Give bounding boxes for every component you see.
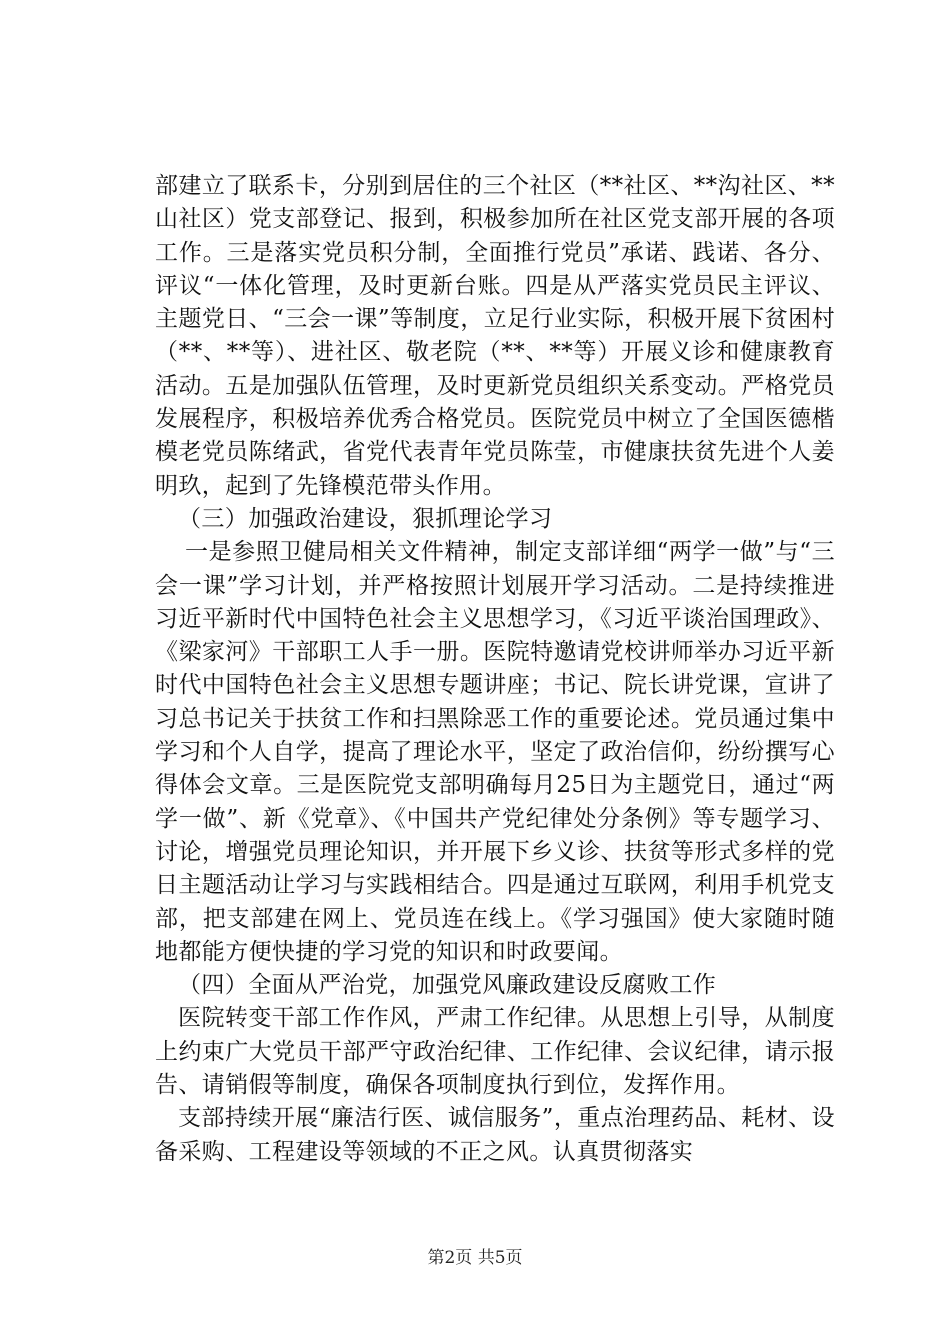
paragraph-work-style: 医院转变干部工作作风，严肃工作纪律。从思想上引导，从制度上约束广大党员干部严守政治纪律、工作纪律、会议纪律，请示报告、请销假等制度，确保各项制度执行到位，发挥作用。 <box>155 1005 835 1099</box>
paragraph-clean-practice: 支部持续开展“廉洁行医、诚信服务”，重点治理药品、耗材、设备采购、工程建设等领域的不正之风。认真贯彻落实 <box>155 1105 835 1165</box>
section-heading-3: （三）加强政治建设，狠抓理论学习 <box>178 505 553 532</box>
paragraph-theory-study: 一是参照卫健局相关文件精神，制定支部详细“两学一做”与“三会一课”学习计划，并严格按照计划展开学习活动。二是持续推进习近平新时代中国特色社会主义思想学习，《习近平谈治国理政》、《梁家河》干部职工人手一册。医院特邀请党校讲师举办习近平新时代中国特色社会主义思想专题讲座；书记、院长讲党课，宣讲了习总书记关于扶贫工作和扫黑除恶工作的重要论述。党员通过集中学习和个人自学，提高了理论水平，坚定了政治信仰，纷纷撰写心得体会文章。三是医院党支部明确每月25日为主题党日，通过“两学一做”、新《党章》、《中国共产党纪律处分条例》等专题学习、讨论，增强党员理论知识，并开展下乡义诊、扶贫等形式多样的党日主题活动让学习与实践相结合。四是通过互联网，利用手机党支部，把支部建在网上、党员连在线上。《学习强国》使大家随时随地都能方便快捷的学习党的知识和时政要闻。 <box>155 539 835 965</box>
paragraph-continuation: 部建立了联系卡，分别到居住的三个社区（**社区、**沟社区、**山社区）党支部登记、报到，积极参加所在社区党支部开展的各项工作。三是落实党员积分制，全面推行党员”承诺、践诺、各分、评议“一体化管理，及时更新台账。四是从严落实党员民主评议、主题党日、“三会一课”等制度，立足行业实际，积极开展下贫困村（**、**等）、进社区、敬老院（**、**等）开展义诊和健康教育活动。五是加强队伍管理，及时更新党员组织关系变动。严格党员发展程序，积极培养优秀合格党员。医院党员中树立了全国医德楷模老党员陈绪武，省党代表青年党员陈莹，市健康扶贫先进个人姜明玖，起到了先锋模范带头作用。 <box>155 173 835 499</box>
document-body <box>155 170 835 1169</box>
section-heading-4: （四）全面从严治党，加强党风廉政建设反腐败工作 <box>178 972 717 999</box>
page-number-footer: 第2页 共5页 <box>427 1248 523 1268</box>
